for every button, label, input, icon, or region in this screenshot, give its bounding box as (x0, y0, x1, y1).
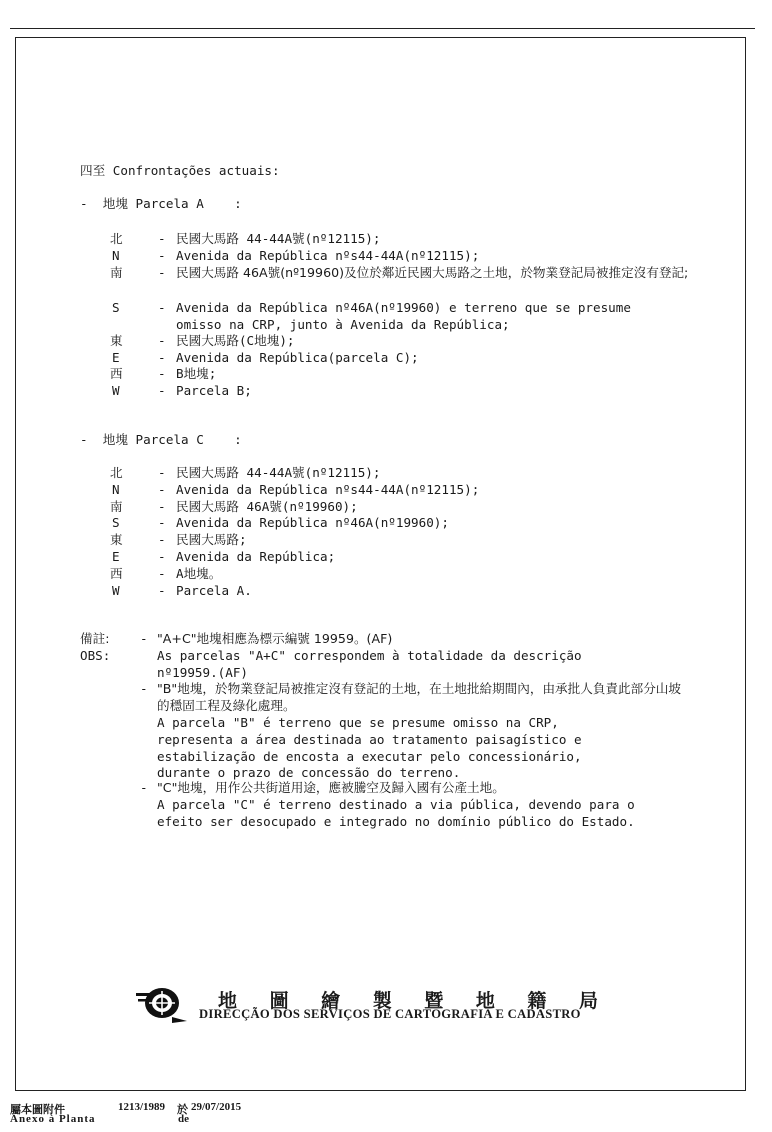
row-text: 民國大馬路; (176, 532, 247, 547)
dscc-logo-icon (134, 983, 188, 1025)
row-key: 南 (110, 499, 123, 514)
row-key: 西 (110, 566, 123, 581)
row-text: B地塊; (176, 366, 217, 381)
row-text: 民國大馬路 44-44A號(nº12115); (176, 465, 381, 480)
parcel-a-title-pt: Parcela A (135, 196, 204, 211)
row-text: Avenida da República; (176, 549, 336, 564)
plan-number: 1213/1989 (118, 1101, 166, 1113)
row-key: 北 (110, 231, 123, 246)
date-join-pt: de (178, 1113, 189, 1125)
notes-label-pt: OBS: (80, 648, 111, 663)
note-cn: "A+C"地塊相應為標示編號 19959。(AF) (157, 631, 393, 646)
parcel-c-title: - 地塊 Parcela C : (80, 432, 242, 447)
row-key: 東 (110, 333, 123, 348)
row-key: 北 (110, 465, 123, 480)
row-key: N (112, 248, 120, 263)
note-pt: A parcela "B" é terreno que se presume omisso na CRP, representa a área destinada ao tratamento paisagístico e estabilização de encosta a executar pelo concessionário, durante o prazo de concessão do terreno. (157, 715, 582, 781)
parcel-a-title: - 地塊 Parcela A : (80, 196, 242, 211)
annex-label-pt: Anexo à Planta (10, 1113, 96, 1125)
row-key: W (112, 383, 120, 398)
row-text: 民國大馬路 46A號(nº19960)及位於鄰近民國大馬路之土地，於物業登記局被推定沒有登記; (176, 265, 689, 280)
row-text: Avenida da República nºs44-44A(nº12115); (176, 248, 480, 263)
row-key: S (112, 300, 120, 315)
row-text: 民國大馬路 44-44A號(nº12115); (176, 231, 381, 246)
heading-cn: 四至 (80, 163, 106, 178)
note-cn: "C"地塊，用作公共街道用途，應被騰空及歸入國有公產土地。 (157, 780, 505, 795)
row-text: Avenida da República(parcela C); (176, 350, 419, 365)
row-key: 南 (110, 265, 123, 280)
row-text: A地塊。 (176, 566, 222, 581)
date-join-cn: 於 (177, 1104, 188, 1116)
row-key: E (112, 350, 120, 365)
row-key: W (112, 583, 120, 598)
bureau-name-pt: DIRECÇÃO DOS SERVIÇOS DE CARTOGRAFIA E CADASTRO (199, 1007, 581, 1021)
parcel-c-title-pt: Parcela C (135, 432, 204, 447)
row-text: 民國大馬路 46A號(nº19960); (176, 499, 358, 514)
notes-label-cn: 備註: (80, 631, 110, 646)
row-text: 民國大馬路(C地塊); (176, 333, 295, 348)
note-pt: As parcelas "A+C" correspondem à totalidade da descrição nº19959.(AF) (157, 648, 582, 680)
row-key: 西 (110, 366, 123, 381)
row-key: 東 (110, 532, 123, 547)
note-cn: "B"地塊，於物業登記局被推定沒有登記的土地，在土地批給期間內，由承批人負責此部分山坡的穩固工程及綠化處理。 (157, 681, 681, 713)
annex-label-cn: 屬本圖附件 (10, 1103, 65, 1116)
parcel-c-title-cn: 地塊 (102, 432, 128, 447)
row-text: Parcela B; (176, 383, 252, 398)
note-pt: A parcela "C" é terreno destinado a via pública, devendo para o efeito ser desocupado e integrado no domínio público do Estado. (157, 797, 635, 829)
heading-pt: Confrontações actuais: (112, 163, 280, 178)
row-key: N (112, 482, 120, 497)
bureau-name-cn: 地 圖 繪 製 暨 地 籍 局 (218, 990, 598, 1012)
parcel-a-title-cn: 地塊 (102, 196, 128, 211)
row-text: Avenida da República nº46A(nº19960) e terreno que se presume omisso na CRP, junto à Avenida da República; (176, 300, 631, 332)
annex-date: 29/07/2015 (191, 1101, 242, 1113)
row-text: Avenida da República nº46A(nº19960); (176, 515, 449, 530)
row-text: Avenida da República nºs44-44A(nº12115); (176, 482, 480, 497)
row-text: Parcela A. (176, 583, 252, 598)
section-heading (80, 163, 280, 179)
row-key: E (112, 549, 120, 564)
row-key: S (112, 515, 120, 530)
outer-frame-top-line (10, 28, 755, 29)
